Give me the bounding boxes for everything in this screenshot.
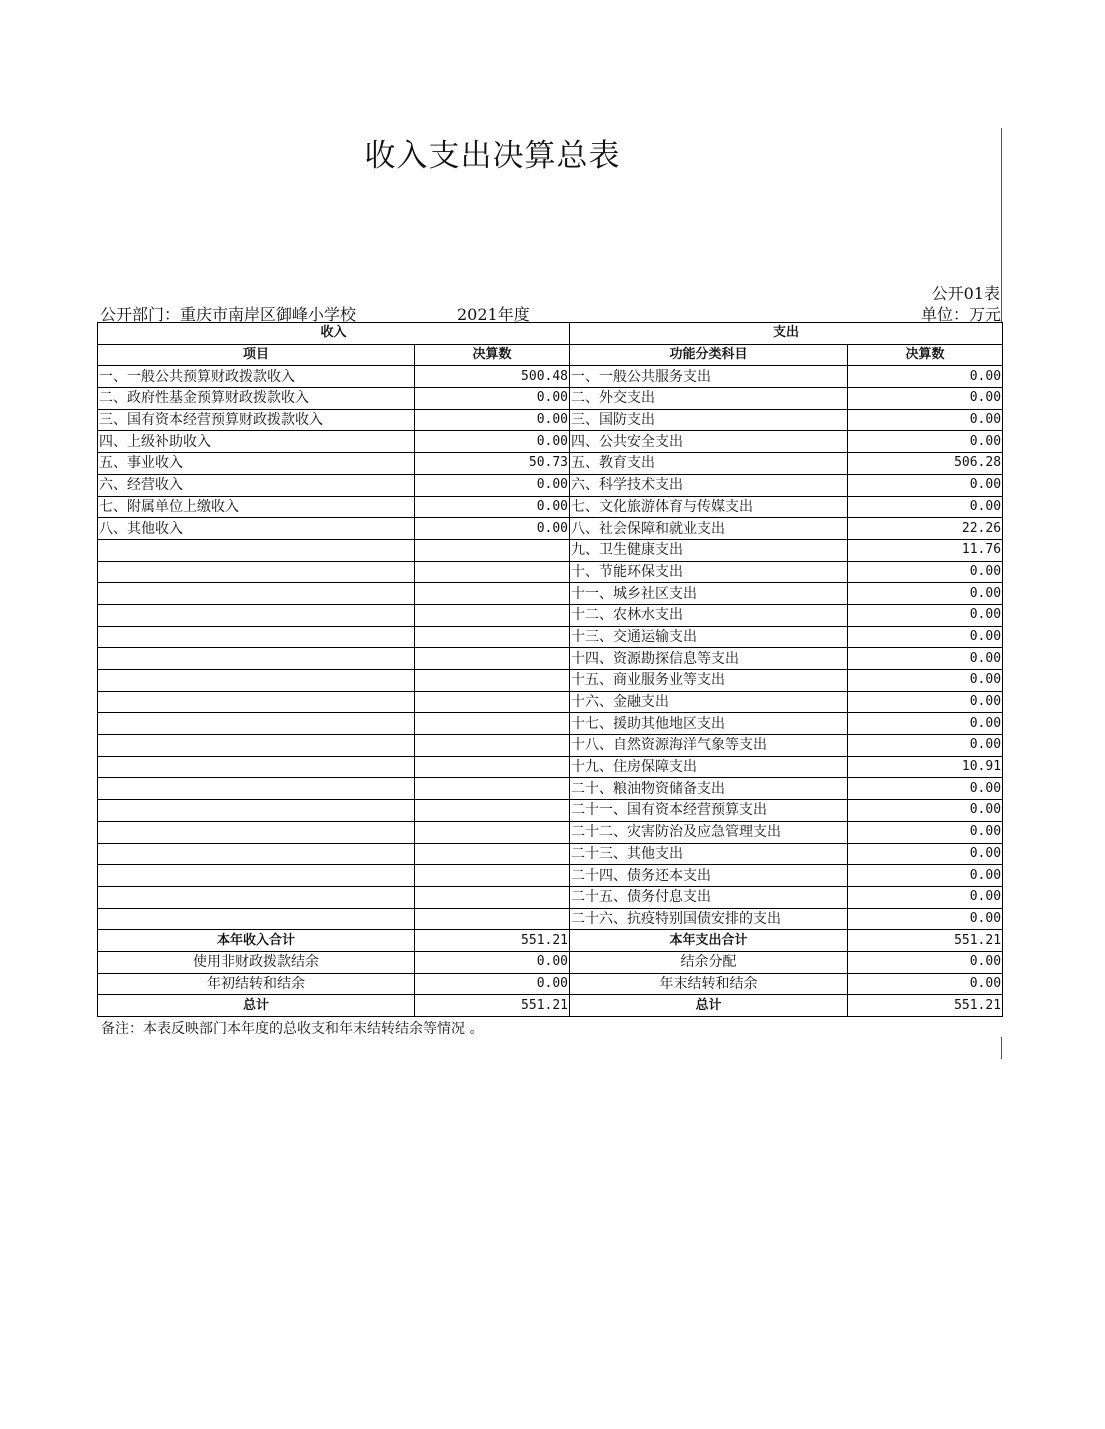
table-row <box>98 843 1003 865</box>
table-row <box>98 388 1003 410</box>
income-amount-cell <box>415 800 570 822</box>
expense-amount-cell: 0.00 <box>848 735 1003 757</box>
end-carryover-value: 0.00 <box>848 973 1003 995</box>
expense-item-cell: 十三、交通运输支出 <box>570 626 848 648</box>
expense-item-cell: 二十一、国有资本经营预算支出 <box>570 800 848 822</box>
expense-amount-cell: 22.26 <box>848 518 1003 540</box>
expense-amount-cell: 0.00 <box>848 409 1003 431</box>
expense-amount-cell: 506.28 <box>848 453 1003 475</box>
income-item-cell <box>98 604 415 626</box>
expense-item-cell: 二十六、抗疫特别国债安排的支出 <box>570 908 848 930</box>
table-row <box>98 496 1003 518</box>
expense-amount-cell: 0.00 <box>848 886 1003 908</box>
income-amount-cell: 0.00 <box>415 496 570 518</box>
expense-amount-cell: 0.00 <box>848 388 1003 410</box>
income-item-cell <box>98 886 415 908</box>
income-item-cell: 八、其他收入 <box>98 518 415 540</box>
right-border-line-bottom <box>1001 1037 1002 1059</box>
table-row <box>98 583 1003 605</box>
expense-amount-cell: 0.00 <box>848 800 1003 822</box>
expense-amount-cell: 0.00 <box>848 908 1003 930</box>
income-amount-cell <box>415 648 570 670</box>
table-row <box>98 800 1003 822</box>
grand-income-label: 总计 <box>98 995 415 1017</box>
table-row <box>98 691 1003 713</box>
expense-amount-cell: 0.00 <box>848 843 1003 865</box>
income-item-cell <box>98 561 415 583</box>
expense-item-cell: 七、文化旅游体育与传媒支出 <box>570 496 848 518</box>
income-item-cell <box>98 865 415 887</box>
income-item-cell <box>98 843 415 865</box>
expense-amount-cell: 11.76 <box>848 539 1003 561</box>
income-item-cell: 五、事业收入 <box>98 453 415 475</box>
income-amount-cell <box>415 843 570 865</box>
table-row <box>98 561 1003 583</box>
grand-income-value: 551.21 <box>415 995 570 1017</box>
expense-item-cell: 八、社会保障和就业支出 <box>570 518 848 540</box>
table-row <box>98 604 1003 626</box>
expense-item-cell: 十九、住房保障支出 <box>570 756 848 778</box>
right-border-line-top <box>1001 128 1002 322</box>
section-header-row <box>98 323 1003 345</box>
income-item-cell <box>98 735 415 757</box>
table-row <box>98 908 1003 930</box>
income-amount-cell: 500.48 <box>415 366 570 388</box>
income-item-cell <box>98 800 415 822</box>
expense-section-header: 支出 <box>570 323 1003 345</box>
income-amount-cell <box>415 908 570 930</box>
expense-amount-cell: 0.00 <box>848 561 1003 583</box>
table-row <box>98 756 1003 778</box>
grand-expense-value: 551.21 <box>848 995 1003 1017</box>
income-item-cell: 四、上级补助收入 <box>98 431 415 453</box>
carryover-row <box>98 973 1003 995</box>
distribution-value: 0.00 <box>848 951 1003 973</box>
expense-item-cell: 十一、城乡社区支出 <box>570 583 848 605</box>
expense-amount-cell: 0.00 <box>848 474 1003 496</box>
page-title: 收入支出决算总表 <box>364 138 621 174</box>
report-meta <box>100 302 1001 322</box>
expense-total-label: 本年支出合计 <box>570 930 848 952</box>
grand-total-row <box>98 995 1003 1017</box>
expense-item-cell: 二十三、其他支出 <box>570 843 848 865</box>
income-item-cell <box>98 691 415 713</box>
table-body <box>98 366 1003 930</box>
income-item-cell <box>98 713 415 735</box>
income-amount-cell: 0.00 <box>415 431 570 453</box>
table-row <box>98 366 1003 388</box>
table-row <box>98 821 1003 843</box>
income-item-header: 项目 <box>98 344 415 366</box>
expense-item-cell: 十六、金融支出 <box>570 691 848 713</box>
expense-amount-cell: 0.00 <box>848 648 1003 670</box>
income-amount-cell <box>415 561 570 583</box>
expense-total-value: 551.21 <box>848 930 1003 952</box>
income-item-cell: 一、一般公共预算财政拨款收入 <box>98 366 415 388</box>
income-item-cell: 三、国有资本经营预算财政拨款收入 <box>98 409 415 431</box>
nonfiscal-label: 使用非财政拨款结余 <box>98 951 415 973</box>
expense-item-cell: 十四、资源勘探信息等支出 <box>570 648 848 670</box>
income-item-cell <box>98 539 415 561</box>
income-item-cell: 七、附属单位上缴收入 <box>98 496 415 518</box>
footnote: 备注：本表反映部门本年度的总收支和年末结转结余等情况 。 <box>101 1021 484 1037</box>
begin-carryover-value: 0.00 <box>415 973 570 995</box>
expense-amount-cell: 0.00 <box>848 713 1003 735</box>
expense-item-cell: 一、一般公共服务支出 <box>570 366 848 388</box>
income-item-cell <box>98 778 415 800</box>
income-item-cell <box>98 626 415 648</box>
expense-item-cell: 二十五、债务付息支出 <box>570 886 848 908</box>
income-total-label: 本年收入合计 <box>98 930 415 952</box>
income-total-value: 551.21 <box>415 930 570 952</box>
income-section-header: 收入 <box>98 323 570 345</box>
expense-item-cell: 二十、粮油物资储备支出 <box>570 778 848 800</box>
income-amount-cell <box>415 691 570 713</box>
distribution-label: 结余分配 <box>570 951 848 973</box>
income-item-cell: 二、政府性基金预算财政拨款收入 <box>98 388 415 410</box>
income-item-cell <box>98 670 415 692</box>
expense-amount-cell: 0.00 <box>848 626 1003 648</box>
income-amount-cell: 0.00 <box>415 388 570 410</box>
table-row <box>98 453 1003 475</box>
income-amount-cell: 0.00 <box>415 518 570 540</box>
income-amount-cell <box>415 626 570 648</box>
column-header-row <box>98 344 1003 366</box>
income-item-cell <box>98 583 415 605</box>
income-amount-cell <box>415 735 570 757</box>
expense-item-cell: 十、节能环保支出 <box>570 561 848 583</box>
expense-amount-cell: 0.00 <box>848 583 1003 605</box>
income-amount-cell <box>415 713 570 735</box>
expense-amount-cell: 0.00 <box>848 670 1003 692</box>
begin-carryover-label: 年初结转和结余 <box>98 973 415 995</box>
table-row <box>98 648 1003 670</box>
expense-item-cell: 十五、商业服务业等支出 <box>570 670 848 692</box>
table-row <box>98 626 1003 648</box>
income-amount-cell <box>415 756 570 778</box>
expense-item-cell: 九、卫生健康支出 <box>570 539 848 561</box>
unit-label: 单位：万元 <box>920 305 1001 324</box>
income-item-cell <box>98 908 415 930</box>
expense-item-cell: 三、国防支出 <box>570 409 848 431</box>
income-item-cell <box>98 821 415 843</box>
income-amount-cell <box>415 583 570 605</box>
nonfiscal-row <box>98 951 1003 973</box>
expense-item-cell: 十二、农林水支出 <box>570 604 848 626</box>
expense-item-cell: 十八、自然资源海洋气象等支出 <box>570 735 848 757</box>
department-label: 公开部门：重庆市南岸区御峰小学校 <box>100 305 357 324</box>
income-amount-cell <box>415 865 570 887</box>
annual-total-row <box>98 930 1003 952</box>
expense-amount-cell: 0.00 <box>848 821 1003 843</box>
expense-amount-cell: 0.00 <box>848 431 1003 453</box>
nonfiscal-value: 0.00 <box>415 951 570 973</box>
table-row <box>98 474 1003 496</box>
table-row <box>98 778 1003 800</box>
income-amount-cell: 0.00 <box>415 474 570 496</box>
table-row <box>98 518 1003 540</box>
income-amount-cell <box>415 604 570 626</box>
expense-amount-cell: 0.00 <box>848 778 1003 800</box>
expense-item-cell: 十七、援助其他地区支出 <box>570 713 848 735</box>
income-item-cell <box>98 756 415 778</box>
table-row <box>98 886 1003 908</box>
expense-item-cell: 二十二、灾害防治及应急管理支出 <box>570 821 848 843</box>
income-amount-cell: 0.00 <box>415 409 570 431</box>
expense-item-cell: 六、科学技术支出 <box>570 474 848 496</box>
expense-amount-cell: 10.91 <box>848 756 1003 778</box>
grand-expense-label: 总计 <box>570 995 848 1017</box>
income-amount-cell: 50.73 <box>415 453 570 475</box>
income-amount-header: 决算数 <box>415 344 570 366</box>
end-carryover-label: 年末结转和结余 <box>570 973 848 995</box>
budget-table <box>97 322 1003 1017</box>
expense-amount-cell: 0.00 <box>848 604 1003 626</box>
table-row <box>98 409 1003 431</box>
income-amount-cell <box>415 539 570 561</box>
expense-amount-cell: 0.00 <box>848 865 1003 887</box>
expense-item-cell: 二、外交支出 <box>570 388 848 410</box>
totals-body <box>98 930 1003 1017</box>
expense-item-header: 功能分类科目 <box>570 344 848 366</box>
fiscal-year: 2021年度 <box>457 305 530 324</box>
income-amount-cell <box>415 886 570 908</box>
income-amount-cell <box>415 821 570 843</box>
expense-item-cell: 五、教育支出 <box>570 453 848 475</box>
expense-amount-cell: 0.00 <box>848 691 1003 713</box>
table-row <box>98 539 1003 561</box>
income-amount-cell <box>415 778 570 800</box>
expense-amount-cell: 0.00 <box>848 496 1003 518</box>
table-row <box>98 735 1003 757</box>
table-row <box>98 431 1003 453</box>
income-item-cell <box>98 648 415 670</box>
expense-amount-cell: 0.00 <box>848 366 1003 388</box>
expense-item-cell: 四、公共安全支出 <box>570 431 848 453</box>
income-item-cell: 六、经营收入 <box>98 474 415 496</box>
table-row <box>98 865 1003 887</box>
table-row <box>98 713 1003 735</box>
expense-item-cell: 二十四、债务还本支出 <box>570 865 848 887</box>
table-row <box>98 670 1003 692</box>
income-amount-cell <box>415 670 570 692</box>
expense-amount-header: 决算数 <box>848 344 1003 366</box>
form-number: 公开01表 <box>931 284 1000 303</box>
